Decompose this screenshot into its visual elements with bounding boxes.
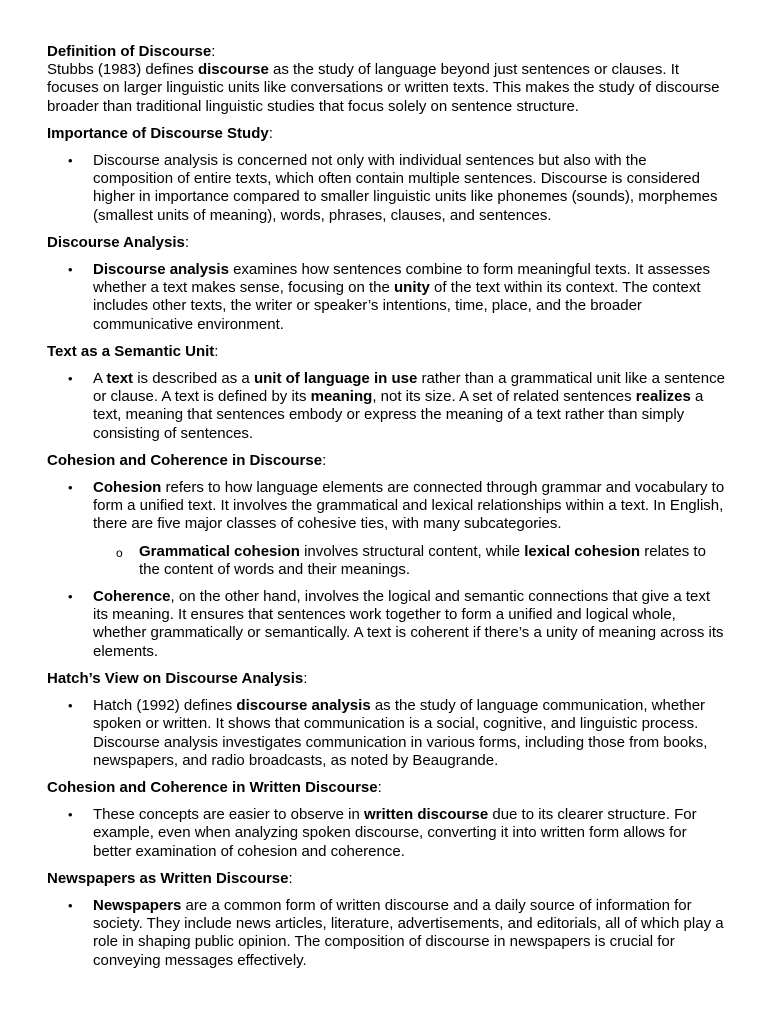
list-item: • Discourse analysis examines how sentences combine to form meaningful texts. It assesses whether a text makes sense, focusing on the unity of the text within its context. The context includes other texts, the writer or speaker’s intentions, time, place, and the broader communicative environment. xyxy=(93,261,728,334)
heading-newspapers: Newspapers as Written Discourse: xyxy=(47,869,293,887)
list-semantic-unit xyxy=(47,370,728,443)
list-newspapers xyxy=(47,897,728,970)
heading-written-discourse: Cohesion and Coherence in Written Discourse: xyxy=(47,778,382,796)
list-hatch xyxy=(47,697,728,770)
list-item: • Hatch (1992) defines discourse analysis as the study of language communication, whether spoken or written. It shows that communication is a social, cognitive, and linguistic process. Discourse analysis investigates communication in various forms, including those from books, newspapers, and radio broadcasts, as noted by Beaugrande. xyxy=(93,697,728,770)
sublist-item: o Grammatical cohesion involves structural content, while lexical cohesion relates to the content of words and their meanings. xyxy=(139,543,728,579)
list-item: • Discourse analysis is concerned not only with individual sentences but also with the composition of entire texts, which often contain multiple sentences. Discourse is considered higher in importance compared to smaller linguistic units like phonemes (sounds), morphemes (smallest units of meaning), words, phrases, clauses, and sentences. xyxy=(93,152,728,225)
list-item: • These concepts are easier to observe in written discourse due to its clearer structure. For example, even when analyzing spoken discourse, converting it into written form allows for better examination of cohesion and coherence. xyxy=(93,806,728,861)
list-item: • A text is described as a unit of language in use rather than a grammatical unit like a sentence or clause. A text is defined by its meaning, not its size. A set of related sentences realizes a text, meaning that sentences embody or express the meaning of a text rather than simply consisting of sentences. xyxy=(93,370,728,443)
list-written-discourse xyxy=(47,806,728,861)
list-item-coherence: • Coherence, on the other hand, involves the logical and semantic connections that give a text its meaning. It ensures that sentences work together to form a unified and logical whole, whether grammatically or semantically. A text is coherent if there’s a unity of meaning across its elements. xyxy=(93,588,728,661)
list-item: • Newspapers are a common form of written discourse and a daily source of information for society. They include news articles, literature, advertisements, and editorials, all of which play a role in shaping public opinion. The composition of discourse in newspapers is crucial for conveying messages effectively. xyxy=(93,897,728,970)
heading-discourse-analysis: Discourse Analysis: xyxy=(47,233,190,251)
list-importance xyxy=(47,152,728,225)
list-item-cohesion: • Cohesion refers to how language elements are connected through grammar and vocabulary to form a unified text. It involves the grammatical and lexical relationships within a text. In English, there are five major classes of cohesive ties, with many subcategories. o Grammatical cohesion involves structural content, while lexical cohesion relates to the content of words and their meanings. xyxy=(93,479,728,579)
list-cohesion-coherence xyxy=(47,479,728,661)
heading-definition-of-discourse: Definition of Discourse: xyxy=(47,43,216,60)
heading-hatch-view: Hatch’s View on Discourse Analysis: xyxy=(47,669,308,687)
list-discourse-analysis xyxy=(47,261,728,334)
heading-cohesion-and-coherence: Cohesion and Coherence in Discourse: xyxy=(47,451,327,469)
sublist-cohesion xyxy=(93,543,728,579)
paragraph-definition: Stubbs (1983) defines discourse as the study of language beyond just sentences or clauses. It focuses on larger linguistic units like conversations or written texts. This makes the study of discourse broader than traditional linguistic studies that focus solely on sentence structure. xyxy=(47,61,720,115)
heading-text-as-semantic-unit: Text as a Semantic Unit: xyxy=(47,342,219,360)
heading-importance-of-discourse-study: Importance of Discourse Study: xyxy=(47,124,273,142)
